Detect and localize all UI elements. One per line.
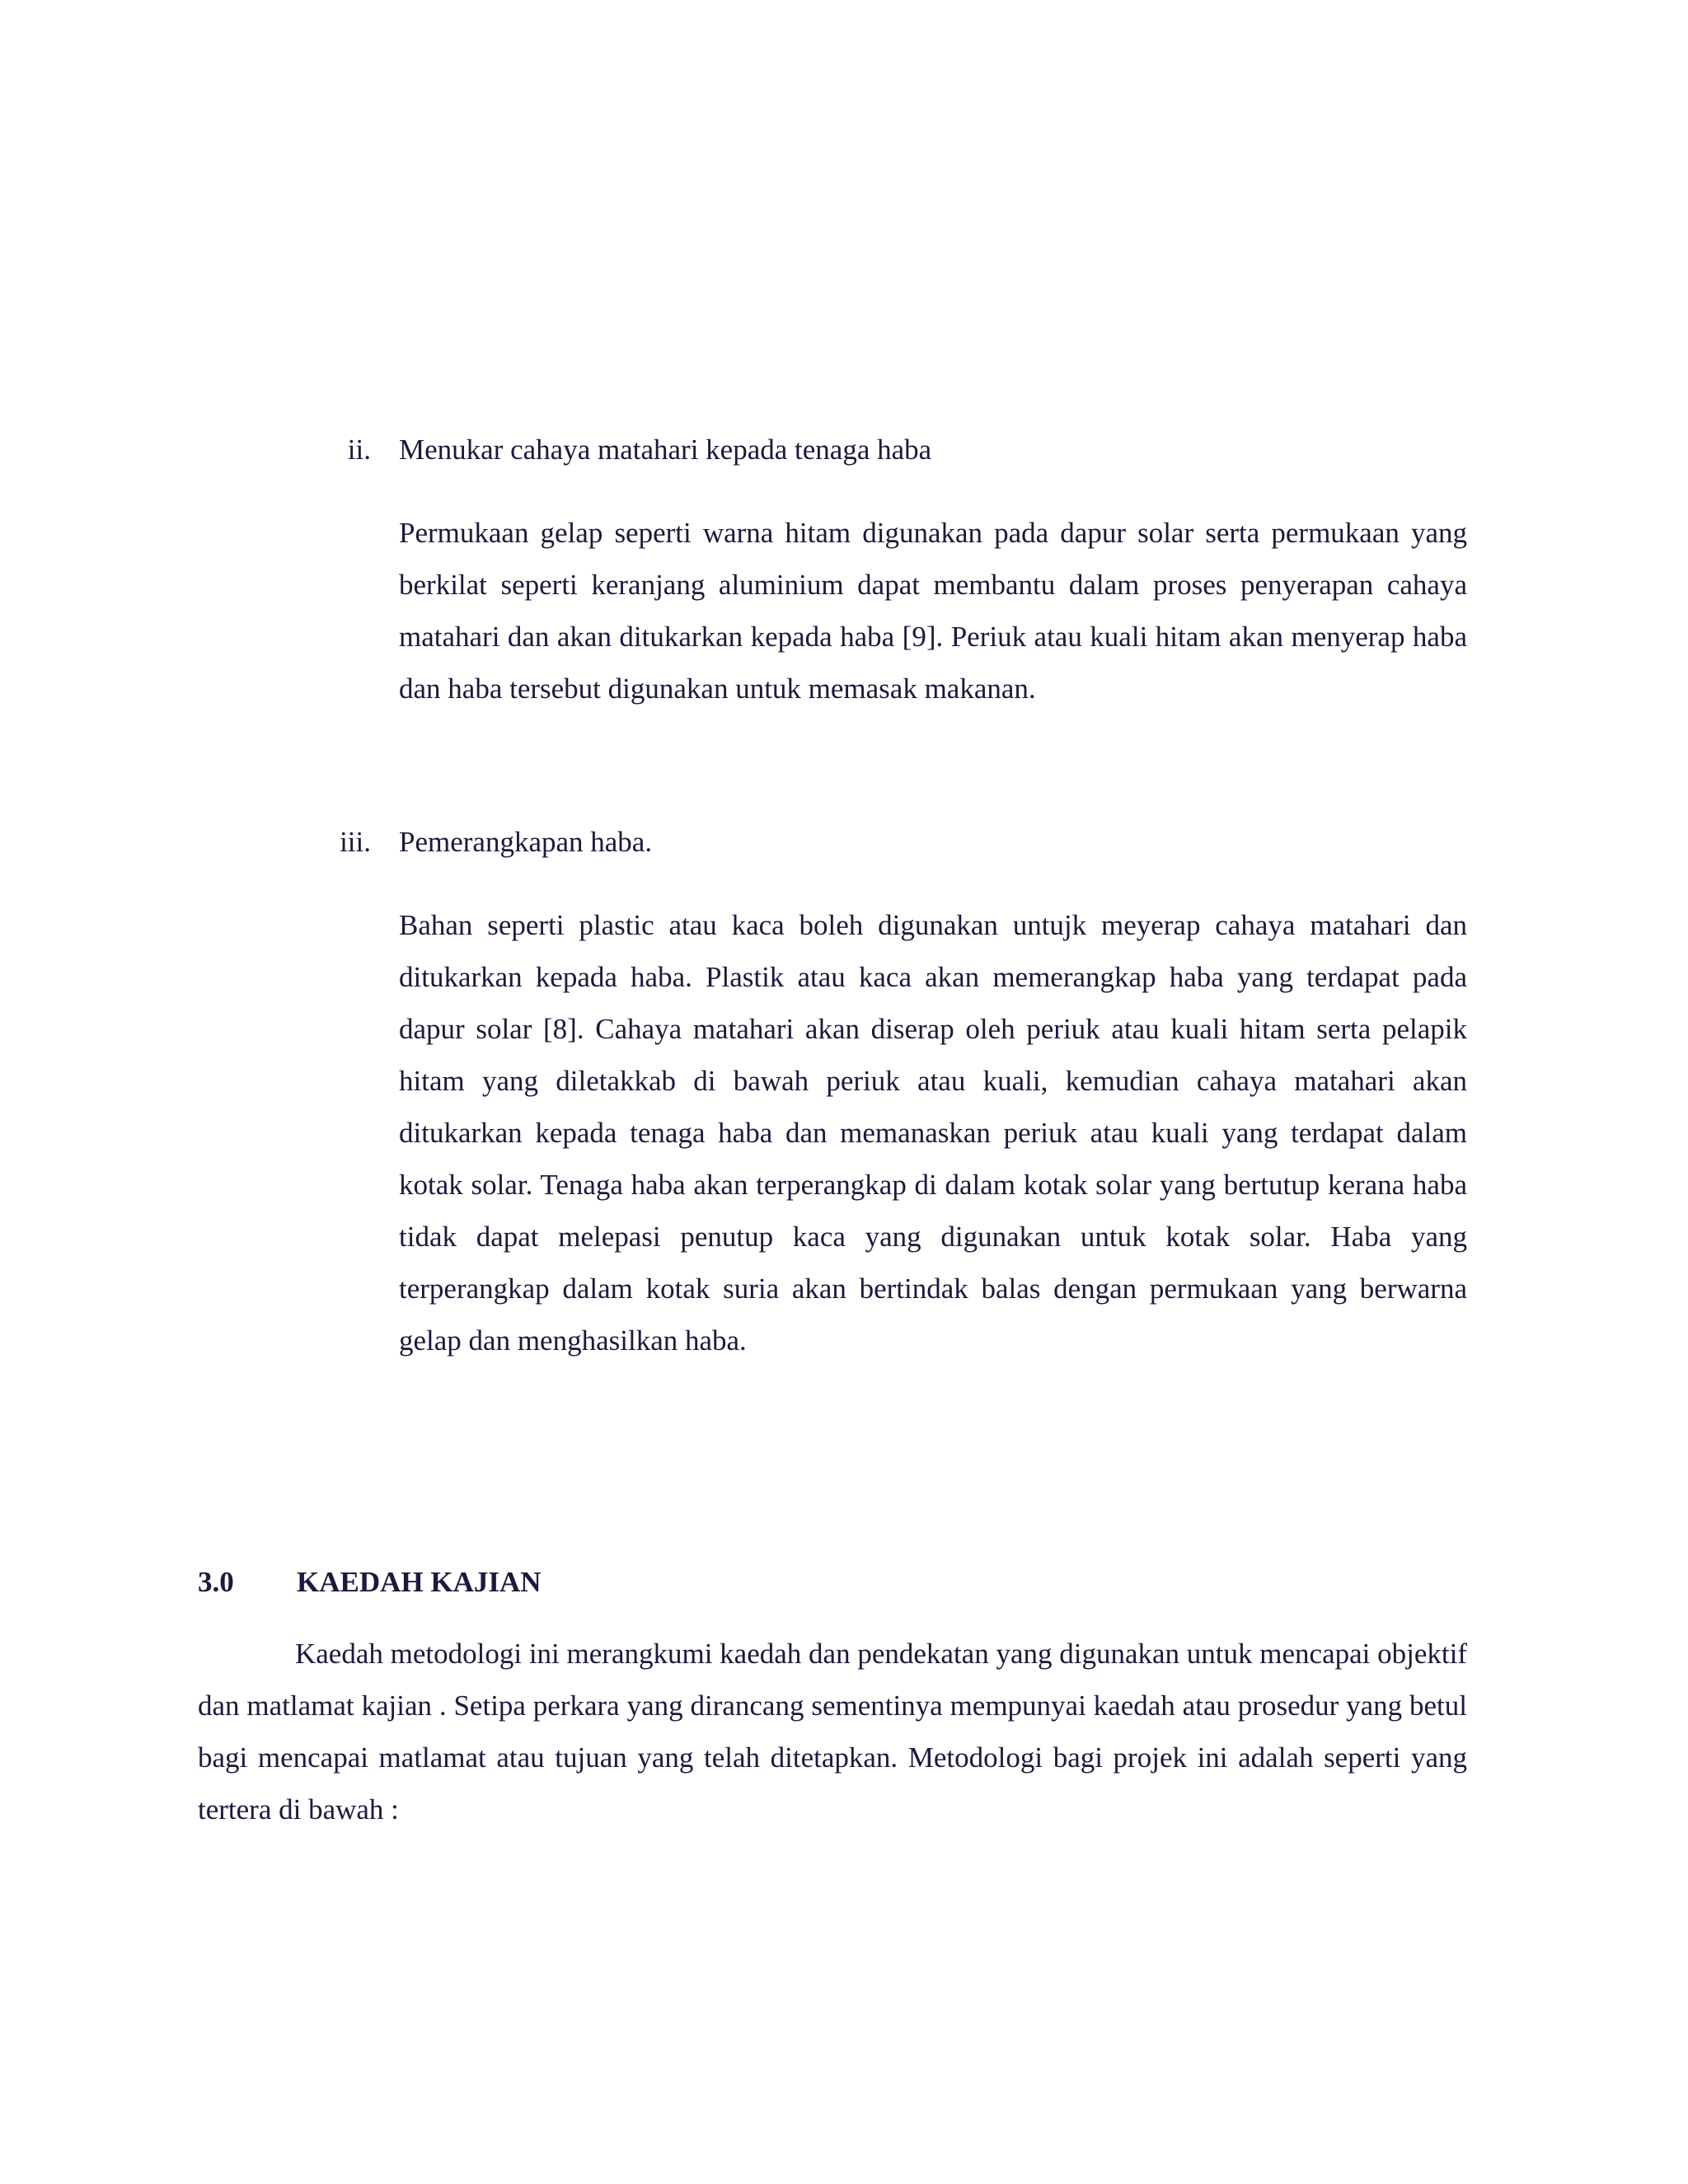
section-heading: [198, 1563, 542, 1601]
section-title: KAEDAH KAJIAN: [297, 1566, 542, 1598]
list-item-number: ii.: [347, 434, 371, 466]
list-item-number: iii.: [340, 826, 371, 858]
list-item-heading: Pemerangkapan haba.: [399, 826, 653, 858]
list-item-heading: Menukar cahaya matahari kepada tenaga haba: [399, 434, 932, 466]
list-item-paragraph: Bahan seperti plastic atau kaca boleh digunakan untujk meyerap cahaya matahari dan ditukarkan kepada haba. Plastik atau kaca akan memerangkap haba yang terdapat pada dapur solar [8]. Cahaya matahari akan diserap oleh periuk atau kuali hitam serta pelapik hitam yang diletakkab di bawah periuk atau kuali, kemudian cahaya matahari akan ditukarkan kepada tenaga haba dan memanaskan periuk atau kuali yang terdapat dalam kotak solar. Tenaga haba akan terperangkap di dalam kotak solar yang bertutup kerana haba tidak dapat melepasi penutup kaca yang digunakan untuk kotak solar. Haba yang terperangkap dalam kotak suria akan bertindak balas dengan permukaan yang berwarna gelap dan menghasilkan haba.: [399, 909, 1467, 1357]
list-item-paragraph: Permukaan gelap seperti warna hitam digunakan pada dapur solar serta permukaan yang berkilat seperti keranjang aluminium dapat membantu dalam proses penyerapan cahaya matahari dan akan ditukarkan kepada haba [9]. Periuk atau kuali hitam akan menyerap haba dan haba tersebut digunakan untuk memasak makanan.: [399, 517, 1467, 705]
section-number: 3.0: [198, 1566, 234, 1598]
section-paragraph: Kaedah metodologi ini merangkumi kaedah dan pendekatan yang digunakan untuk mencapai objektif dan matlamat kajian . Setipa perkara yang dirancang sementinya mempunyai kaedah atau prosedur yang betul bagi mencapai matlamat atau tujuan yang telah ditetapkan. Metodologi bagi projek ini adalah seperti yang tertera di bawah :: [198, 1638, 1467, 1825]
